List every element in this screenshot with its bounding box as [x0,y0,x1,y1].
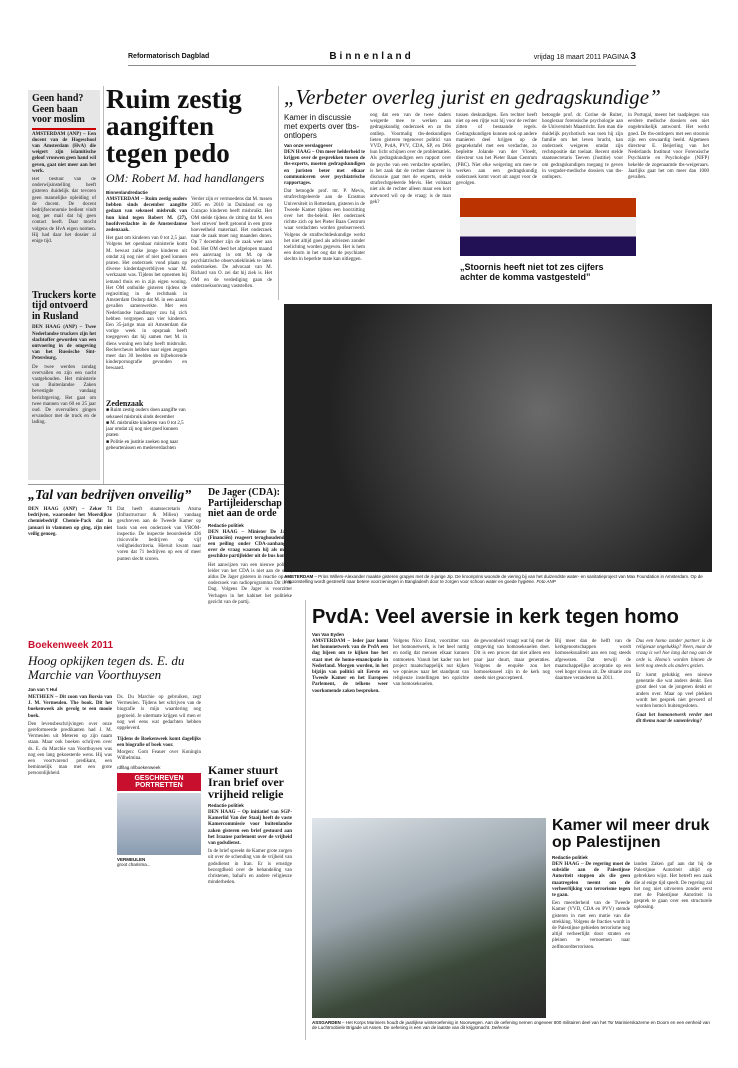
left-column [28,90,100,480]
portraits-banner [117,773,201,791]
main-photo [284,304,712,572]
date-page [534,51,636,62]
pvda-lead: AMSTERDAM – Ieder jaar komt het homonetwerk van de PvdA een dag bijeen om te kijken hoe het staat met de homo-emancipatie in Nederland. Morgen worden, in het bijzijn van politici uit Eerste en Tweede Kamer en het Europees Parlement, de telkens weer voorkomende zaken besproken. [312,639,388,694]
ask-body: Het bestuur van de onderwijsinstelling heeft gisteren duidelijk dat tevoren geen mannelijke opleiding of de docent. De docent bedrijfseconomie bedient vindt nog per mail dat hij geen contact heeft. Daar mocht volgens de HvA eigen normen. Hij had daar het dossier al enige tijd. [32,176,96,244]
palestijnen-columns [552,862,712,951]
vermeulen-label: VERMEULEN [117,857,146,863]
paper-name: Reformatorisch Dagblad [128,53,210,60]
pedo-subhead: OM: Robert M. had handlangers [106,171,265,185]
photo2-credit: Defensie [491,1025,510,1030]
rule-left [103,86,104,484]
trucks-body: De twee werden zondag overvallen en zijn een nacht vastgehouden. Het ministerie van Buitenlandse Zaken bevestigde vandaag berichtgeving. Het gaat om twee mannen van 60 en 25 jaar oud. De overvallers gingen ervandoor met de truck en de lading. [32,364,96,426]
palestijnen-body-2: landen Zaken gaf aan dat hij de Palestijnse Autoriteit altijd op gebrekken wijst. Het betreft een zaak die al enige tijd speelt. De regering zal het nog niet uitvoeren zonder eerst met de Palestijnse Autoriteit in gesprek te gaan over een structurele oplossing. [634,862,712,911]
jager-body: Het aanwijzen van een nieuwe politiek leider van het CDA is niet aan de orde, aldus De Jager gisteren in reactie op een onderzoek van radioprogramma Dit is de Dag. Volgens De Jager is voorzitter Verhagen in het kabinet het politieke gezicht van de partij. [208,562,292,605]
palestijnen-body: Een meerderheid van de Tweede Kamer (VVD, CDA en PVV) stemde gisteren in met een motie van die strekking. Volgens de fracties wordt in de Palestijnse gebieden terrorisme nog altijd verheerlijkt door straten en pleinen te vernoemen naar zelfmoordterroristen. [552,901,630,950]
photo1-credit: Foto ANP [536,579,556,584]
jurist-col-3: tussen deskundigen. Een rechter heeft niet op een rijtje wat hij voor de rechter zitten of bestaande regels. Gedragskundigen kunnen ook op andere manieren deel krijgen op de gesprekstafel met een verdachte, zo bepleitte Jolande van der Vloedt, directeur van het Pieter Baan Centrum (PBC). Niet elke weigering om mee te werken aan een gedragskundig onderzoek komt voort uit angst voor de gevolgen. [456,113,537,187]
pvda-col-1 [312,639,388,809]
ask-lead: AMSTERDAM (ANP) – Een docent van de Hogeschool van Amsterdam (HvA) die weigert zijn islamitische geloof vrouwen geen hand wil geven, gaat niet meer aan het werk. [32,131,96,174]
vermeulen-sub: groot charisma... [117,862,151,868]
bedrijven-col-1 [28,507,112,617]
pvda-body-3: Bij meer dan de helft van de kerkgenootschappen wordt homoseksualiteit aan een nog steeds afgewezen. Dat terwijl de maatschappelijke acceptatie op een veel hoger niveau zit. De situatie zou daarmee veranderen na 2011. [555,639,631,682]
boekenweek-columns [28,695,204,867]
boekenweek-col-1 [28,695,112,867]
trucks-lead: DEN HAAG (ANP) – Twee Nederlandse truckers zijn het slachtoffer geworden van een ontvoering in de omgeving van het Russische Sint-Petersburg. [32,325,96,362]
bedrijven-lead: DEN HAAG (ANP) – Zeker 71 bedrijven, waaronder het Moerdijkse chemiebedrijf Chemie-Pack dat in januari in vlammen op ging, zijn niet veilig genoeg. [28,507,112,537]
pedo-body: Het gaat om kinderen van 0 tot 2,5 jaar. Volgens het openbaar ministerie komt M. bewust zulke jonge kinderen uit omdat zij nog niet of niet goed kunnen praten. Het onderzoek vond plaats op diverse kinderdagverblijven waar M. werkzaam was. Tijdens het opnemen bij iemand thuis en in zijn eigen woning. Het OM onthulde gisteren tijdens de regiezitting in de rechtbank in Amsterdam Osdorp dat M. in een aantal gevallen samenwerkte. Met een Nederlandse handlanger zou hij zich hebben vergrepen aan vier kinderen. Een 35-jarige man uit Amsterdam die vorige week in opspraak heeft toegegeven dat hij samen met M. in diens woning een baby heeft misbruikt. Rechercheurs hebben naar eigen zeggen meer dan 30 beelden en bijbehorende kinderpornografie gevonden en bewaard. [106,236,187,372]
soldier-photo [312,818,546,1018]
jager-lead: DEN HAAG – Minister De Jager (Financiën) reageert terughoudend op een peiling onder CDA-aanhangers over de vraag waarom hij als meest geschikte partijleider uit de bus komt. [208,529,292,560]
pvda-headline: PvdA: Veel aversie in kerk tegen homo [312,606,679,628]
kamer-iran-byline: Redactie politiek [208,803,244,808]
photo2-caption-text: ASSGARDEN – Het Korps Mariniers houdt de jaarlijkse winteroefening in Noorwegen. Aan de oefening nemen ongeveer 800 militairen deel van het Tsr Marinierskazerne en Doorn en een eenheid van de Luchtmobiele Brigade uit Assen. De oefening is een van de laatste van dit krijgsmacht. Defensie [312,1020,710,1030]
boekenweek-tip-body: Morgen: Gom Feauer over Koningin Wilhelmina. [117,749,201,761]
palestijnen-headline: Kamer wil meer druk op Palestijnen [552,818,710,851]
zedenzaak-item: ■ Politie en justitie zoeken nog naar gebeurtenissen en medeverdachten [106,439,179,451]
boekenweek-col-2 [117,695,201,867]
palestijnen-col-1 [552,862,630,951]
boekenweek-body-2: Ds. Du Marchie op gebruiken, zegt Vermeulen. Tijdens het schrijven van de biografie is mijn waardering nog gegroeid. Je uitermate krijgen wil men er nog wel eens wat gedachten hebben opgeleverd. [117,695,201,732]
photo2-caption-label: ASSGARDEN [312,1020,341,1025]
kamer-iran-lead: DEN HAAG – Op initiatief van SGP-Kamerlid Van der Staaij heeft de vaste Kamercommissie voor buitenlandse zaken gisteren een brief gestuurd aan het Iraanse parlement over de vrijheid van godsdienst. [208,810,292,847]
zedenzaak-item: ■ Ruim zestig ouders doen aangifte van seksueel misbruik sinds december [106,408,186,420]
jurist-col1-text: Dat betoogde prof. mr. P. Mevis, strafrechtgeleerde aan de Erasmus Universiteit in Rotterdam, gisteren in de Tweede Kamer tijdens een hoorzitting over het tbs-beleid. Het onderzoek richtte zich op het Pieter Baan Centrum waar verdachten worden geobserveerd. Volgens de strafrechtdeskundige werkt het niet altijd goed als adviezen zonder toelichting worden gegeven. Het is hem een doorn in het oog dat de psychiater slechts in beperkte mate kan uitleggen. [284,189,365,263]
zedenzaak-item-text: Ruim zestig ouders doen aangifte van seksueel misbruik sinds december [106,408,186,420]
bedrijven-headline: „Tal van bedrijven onveilig” [28,488,192,503]
jager-article [208,488,292,738]
boekenweek-headline: Hoog opkijken tegen ds. E. du Marchie van Voorthuysen [28,653,185,682]
bedrijven-body: Dat heeft staatssecretaris Atsma (Infrastructuur & Milieu) vandaag geschreven aan de Tweede Kamer op basis van een onderzoek van VROM-inspectie. De inspectie beoordeelde 436 risicovolle bedrijven op vijf veiligheidscriteria. Hieruit kwam naar voren dat 71 bedrijven op een of meer punten slecht scoren. [117,507,201,562]
boekenweek-tip-title: Tijdens de Boekenweek komt dagelijks een biografie of boek voor. [117,737,201,749]
nl-flag-image [460,198,636,256]
pvda-byline: Van Van Eyden [312,632,345,637]
jurist-byline: Van onze verslaggever [284,143,333,148]
date-text: vrijdag 18 maart 2011 PAGINA [533,54,629,61]
vermeulen-photo [117,793,201,855]
jager-headline: De Jager (CDA): Partijleiderschap niet aan de orde [208,488,282,519]
pedo-lead: AMSTERDAM – Ruim zestig ouders hebben sinds december aangifte gedaan van seksueel misbruik van hun kind tegen Robert M. (27), hoofdverdachte in de Amsterdamse zedenzaak. [106,197,187,234]
pedo-headline: Ruim zestig aangiften tegen pedo [106,86,242,168]
bedrijven-article [28,488,204,638]
kamer-iran-article [208,764,292,1044]
boekenweek-lead: METHEEN – Dit zoon van Borsia van J. M. Vermeulen. The book. Dit het boekenweek als gevolg te een mooie boek. [28,695,112,719]
zedenzaak-item-text: Politie en justitie zoeken nog naar gebeurtenissen en medeverdachten [106,439,179,451]
boekenweek-byline: Jan van 't Hul [28,687,58,692]
zedenzaak-item: ■ M. misbruikte kinderen van 0 tot 2,5 jaar omdat zij nog niet goed kunnen praten [106,420,184,439]
portraits-head: GESCHREVEN PORTRETTEN [134,775,184,790]
pvda-columns [312,639,712,809]
rule-horizontal [28,484,284,485]
jager-byline: Redactie politiek [208,522,244,528]
jurist-col-2: oog dat een van de twee daders weigerde mee te werken aan gedragskundig onderzoek en zo tbs ontliep. Voormalig tbs-deskundigen lieten gisteren tegenover politici van VVD, PvdA, PVV, CDA, SP, en D66 hun licht schijnen over de problematiek. Als gedragskundigen een rapport over de psyche van een verdachte opstellen, is het zaak dat de rechter daarover in discussie gaat met de experts, stelde strafrechtgeleerde Mevis. Het volstaat niet als de rechter alleen maar een kort antwoord wil op de vraag: is de man gek? [370,113,451,205]
jurist-quote-text: „Stoornis heeft niet tot zes cijfers achter de komma vastgesteld” [460,262,604,282]
pedo-col-1 [106,197,187,484]
divider [32,128,96,130]
rule-mid [278,86,279,300]
pvda-article [312,606,712,816]
pvda-interview: Dus een homo zonder partner is de religieuze ongelukkig? Neen, maar de vraag is wel hoe lang dat nog aan de orde is. Homo's worden binnen de kerk nog steeds als anders gezien. [636,639,712,669]
pedo-col-2 [191,197,272,484]
jurist-headline: „Verbeter overleg jurist en gedragskundige” [284,86,661,109]
boekenweek-article [28,640,204,1040]
trucks-title: Truckers korte tijd ontvoerd in Rusland [32,289,96,322]
jurist-lead: DEN HAAG – Om meer helderheid te krijgen over de gesprekken tussen de tbs-experts, moeten gedragskundigen en juristen beter met elkaar communiceren over psychiatrische rapportages. [284,150,366,187]
pedo-byline: Binnenlandredactie [106,190,148,195]
boekenweek-label: Boekenweek 2011 [28,640,114,651]
pedo-body-2: Verder zijn er vermoedens dat M. tussen 2005 en 2010 in Duitsland en op Curaçao kinderen heeft misbruikt. Het OM stelde tijdens de zitting dat M. een 'heel streven' heeft getoond in een grote hoeveelheid materiaal. Het onderzoek naar de zaak moet nog maanden duren. Op 7 december zijn de zaak weer aan bod. Het OM deed het afgelopen maand een aanvraag in om M. op de psychiatrische observatiekliniek te laten onderzoeken. De advocaat van M. Richard van O. zei dat hij ziek is. Het OM en de verdediging gaan de onderzoeksomvang vaststellen. [191,197,272,289]
page-header [128,48,636,66]
jurist-col-4: betoogde prof. dr. Corine de Ruiter, hoogleraar forensische psychologie aan de Universiteit Maastricht. Een man die duidelijk psychotisch was toen hij zijn familie om het leven bracht, kan onderzoek weigeren omdat zijn rechtspositie dat toelaat. Recent stelde staatssecretaris Teeven (Justitie) voor om gedragskundigen toegang te geven in vergader-medische dossiers van tbs-ontlopers. [542,113,623,181]
palestijnen-lead: DEN HAAG – De regering moet de subsidie aan de Palestijnse Autoriteit stoppen als die geen maatregelen neemt om de verheerlijking van terrorisme tegen te gaan. [552,862,630,899]
portraits-link[interactable]: rdfilag.nl/boekenweek [117,765,161,771]
photo1-caption-body: Prins Willem-Alexander maakte gisteren grapjes met de 4-jarige Jip. De kroonprins woonde de viering bij van het duizendste water- en sanitatieproject van Max Foundation in Amsterdam. Op de tentoonstelling wordt gestreefd naar betere voorzieningen in Bangladesh door te zorgen voor schoon water en goede hygiëne. [284,574,703,584]
photo2-caption-body: Het Korps Mariniers houdt de jaarlijkse winteroefening in Noorwegen. Aan de oefening nemen ongeveer 800 militairen deel van het Tsr Marinierskazerne en Doorn en een eenheid van de Luchtmobiele Brigade uit Assen. De oefening is een van de laatste van dit krijgsmacht. [312,1020,710,1030]
jurist-col-1 [284,113,365,293]
kamer-iran-body: In de brief spreekt de Kamer grote zorgen uit over de schending van de vrijheid van godsdienst in Iran. Er is ernstige bezorgdheid over de behandeling van christenen, bahai's en andere religieuze minderheden. [208,849,292,886]
zedenzaak-title: Zedenzaak [106,399,144,409]
palestijnen-article [552,818,712,1040]
photo1-caption-label: AMSTERDAM [284,574,314,579]
bedrijven-columns [28,507,204,617]
photo1-caption [284,574,712,596]
photo2-caption [312,1020,712,1042]
jurist-intro: Kamer in discussie met experts over tbs-ontlopers [284,113,360,140]
jurist-col-5: in Portugal, meent het raadplegen van eerdere medische dossiers een niet ongebruikelijk antwoord. Het werkt goed. De tbs-ontlopers met een stoornis zijn een onwaardig beeld. Algemeen directeur E. Beijerling van het Nederlands Instituut voor Forensische Psychiatrie en Psychologie (NIFP) hekelde de zogenaamde tbs-weigeraars. Jaarlijks gaat het om meer dan 1000 gevallen. [628,113,709,181]
pvda-col-5 [636,639,712,809]
palestijnen-byline: Redactie politiek [552,855,588,860]
rule-pvda [305,600,306,1040]
photo1-caption-text: AMSTERDAM – Prins Willem-Alexander maakte gisteren grapjes met de 4-jarige Jip. De kroonprins woonde de viering bij van het duizendste water- en sanitatieproject van Max Foundation in Amsterdam. Op de tentoonstelling wordt gestreefd naar betere voorzieningen in Bangladesh door te zorgen voor schoon water en goede hygiëne. Foto ANP [284,574,703,584]
pedo-columns [106,197,272,484]
zedenzaak-item-text: M. misbruikte kinderen van 0 tot 2,5 jaar omdat zij nog niet goed kunnen praten [106,420,184,439]
section-name: Binnenland [329,51,414,62]
pvda-body-2: de gewoonheid vraagt wat hij met de omgeving van homoseksuelen doet. Dit is een proces dat niet alleen een paar jaar duurt, maar generaties. Volgens de enquête zou het homoseksueel zijn in de kerk nog steeds niet geaccepteerd. [474,639,550,682]
jurist-quote [460,262,626,302]
zedenzaak-box [106,399,187,452]
boekenweek-body: Den levensbeschrijvingen over onze gereformeerde predikanten had J. M. Vermeulen uit Meteren op zijn naam staan. Maar ook boeken schrijven over ds. E. du Marchie van Voorthuysen was nog een lang gekoesterde wens. Hij was een voortvarend predikant, een beminnelijk man met een grote persoonlijkheid. [28,721,112,777]
kamer-iran-headline: Kamer stuurt Iran brief over vrijheid religie [208,764,284,801]
pvda-body-4: Er komt gelukkig een nieuwe generatie die wat anders denkt. Een groot deel van de jongeren denkt er anders over. Maar op veel plekken wordt het gesprek niet gevoerd of worden homo's buitengesloten. [636,673,712,710]
ask-title: Geen hand? Geen baan voor moslim [32,93,85,125]
page-number: 3 [630,51,636,62]
pvda-body-1: Volgens Nico Ernst, voorzitter van het homonetwerk, is het heel nuttig en nodig dat mensen elkaar kunnen ontmoeten. Vanuit het kader van het project maatschappelijk nut kijken we opnieuw naar het standpunt van religieuze instellingen ten opzichte van homoseksuelen. [393,639,469,688]
pedo-article [106,86,272,484]
pvda-quote: Gaat het homonetwerk verder met dit thema naar de samenleving? [636,713,712,725]
